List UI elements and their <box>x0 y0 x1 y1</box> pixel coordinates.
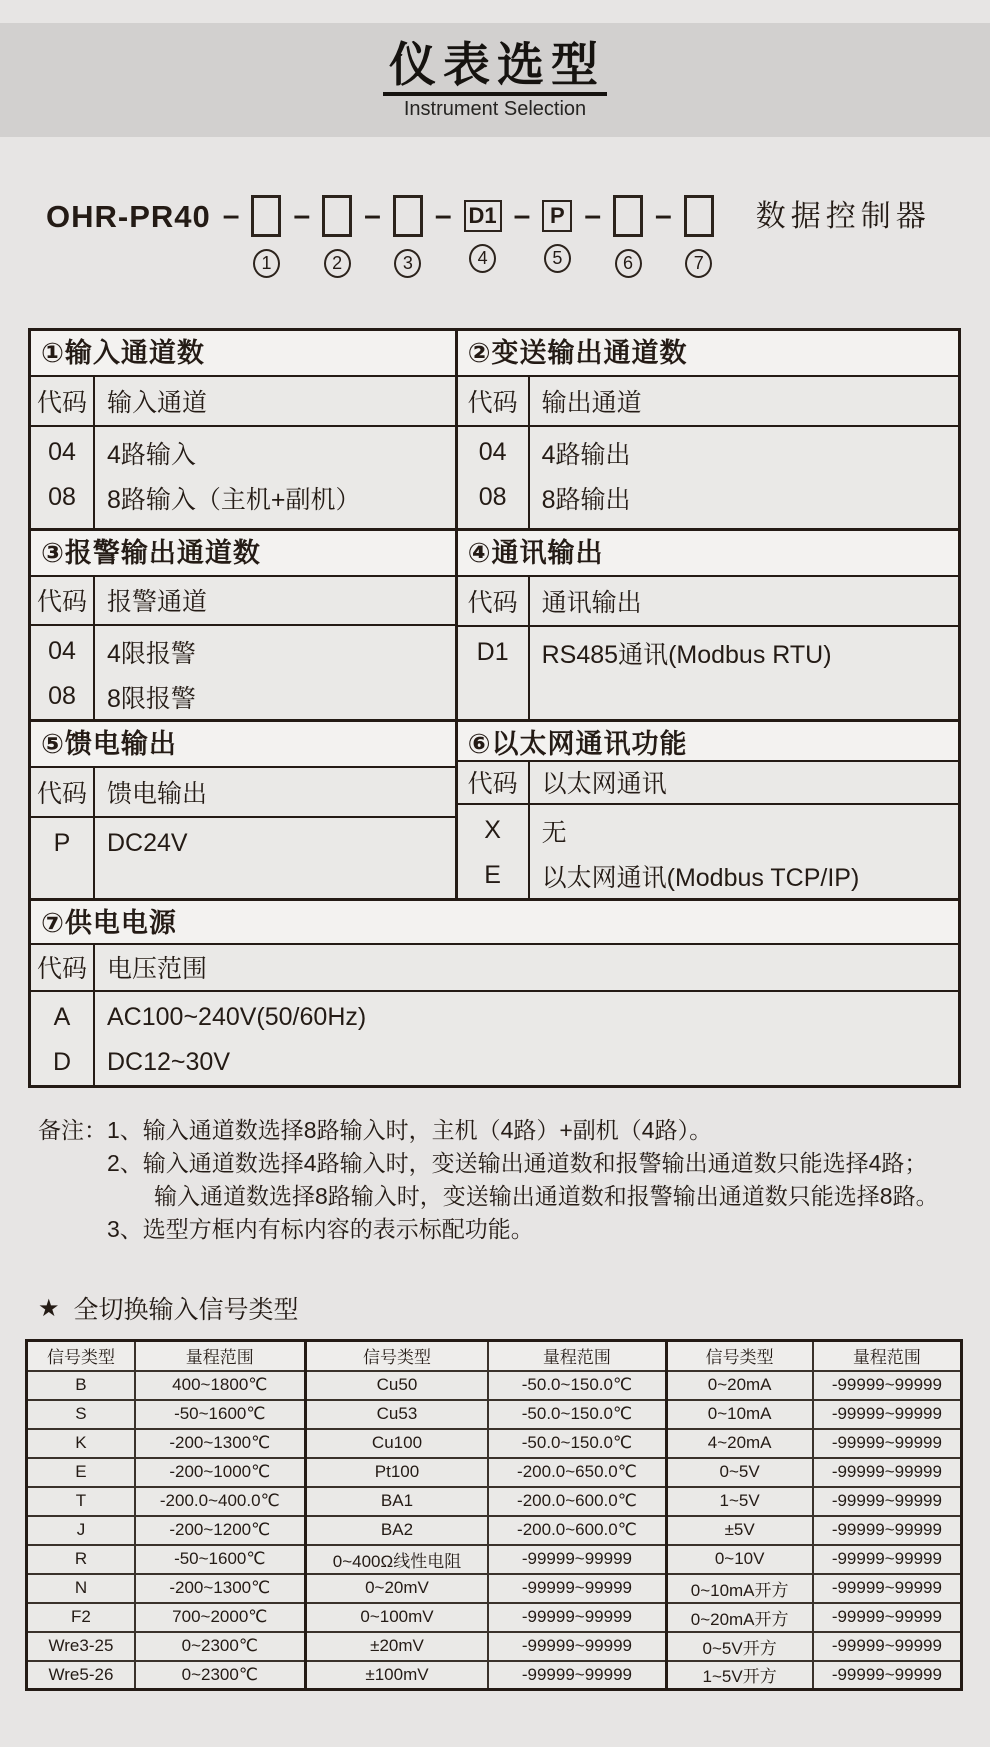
section-alarm-output-channels <box>31 531 455 719</box>
signal-cell: 700~2000℃ <box>135 1603 305 1632</box>
signal-cell: R <box>27 1545 135 1574</box>
signal-cell: -99999~99999 <box>813 1516 962 1545</box>
signal-cell: BA1 <box>305 1487 488 1516</box>
signal-cell: -50.0~150.0℃ <box>488 1371 666 1400</box>
section-body <box>31 626 455 719</box>
model-segment <box>684 193 714 278</box>
code-column-header: 代码 <box>31 377 95 425</box>
table-row <box>27 1574 962 1603</box>
model-segment <box>251 193 281 278</box>
signal-cell: -50~1600℃ <box>135 1545 305 1574</box>
signal-cell: 0~20mV <box>305 1574 488 1603</box>
model-number-line <box>46 193 990 278</box>
code-column-header: 代码 <box>31 945 95 990</box>
model-segment <box>464 193 502 273</box>
signal-cell: -50~1600℃ <box>135 1400 305 1429</box>
desc-value: RS485通讯(Modbus RTU) <box>541 640 832 669</box>
desc-value: AC100~240V(50/60Hz) <box>107 1003 367 1031</box>
signal-cell: 0~10mA开方 <box>666 1574 813 1603</box>
model-segment <box>393 193 423 278</box>
table-row <box>27 1429 962 1458</box>
dash-separator: – <box>584 199 602 232</box>
signal-cell: N <box>27 1574 135 1603</box>
selection-row-2 <box>31 528 958 719</box>
signal-cell: -99999~99999 <box>813 1632 962 1661</box>
code-column-header: 代码 <box>31 768 95 816</box>
section-body <box>31 992 958 1085</box>
table-row <box>27 1661 962 1690</box>
signal-cell: B <box>27 1371 135 1400</box>
model-suffix: 数据控制器 <box>755 200 931 233</box>
signal-cell: -99999~99999 <box>813 1400 962 1429</box>
signal-types-heading <box>38 1290 990 1326</box>
dash-separator: – <box>222 199 240 232</box>
signal-cell: Wre3-25 <box>27 1632 135 1661</box>
page-subtitle: Instrument Selection <box>403 97 587 120</box>
desc-column <box>530 427 958 528</box>
signal-type-table <box>25 1339 963 1691</box>
page-title: 仪表选型 <box>383 39 607 96</box>
signal-column-header: 量程范围 <box>135 1341 305 1371</box>
model-segment <box>542 193 572 273</box>
desc-column-header: 电压范围 <box>107 955 208 984</box>
table-row <box>27 1516 962 1545</box>
signal-cell: -200~1300℃ <box>135 1429 305 1458</box>
signal-cell: Cu53 <box>305 1400 488 1429</box>
section-feed-output <box>31 722 455 898</box>
desc-column <box>95 626 455 719</box>
desc-value: DC24V <box>107 829 188 857</box>
model-box-empty <box>322 195 352 237</box>
signal-cell: -200.0~400.0℃ <box>135 1487 305 1516</box>
model-segments <box>211 193 714 278</box>
section-body <box>458 805 958 898</box>
signal-cell: -99999~99999 <box>813 1487 962 1516</box>
section-comm-output <box>455 531 958 719</box>
selection-row-4 <box>31 898 958 1085</box>
model-box-empty <box>393 195 423 237</box>
signal-cell: 0~2300℃ <box>135 1661 305 1690</box>
signal-cell: -99999~99999 <box>488 1545 666 1574</box>
section-power-supply <box>31 901 958 1085</box>
section-title: ⑦供电电源 <box>31 901 958 945</box>
desc-column <box>95 818 455 898</box>
signal-cell: -99999~99999 <box>813 1458 962 1487</box>
code-column <box>31 818 95 898</box>
code-value: 04 <box>48 438 76 466</box>
dash-separator: – <box>434 199 452 232</box>
code-value: P <box>53 829 71 857</box>
desc-value: DC12~30V <box>107 1048 230 1076</box>
signal-column-header: 量程范围 <box>488 1341 666 1371</box>
model-box-filled: P <box>542 200 572 232</box>
signal-cell: -99999~99999 <box>813 1574 962 1603</box>
signal-cell: -50.0~150.0℃ <box>488 1429 666 1458</box>
section-input-channels <box>31 331 455 528</box>
table-row <box>27 1458 962 1487</box>
signal-cell: E <box>27 1458 135 1487</box>
code-value: X <box>484 816 501 844</box>
section-header <box>31 945 958 992</box>
code-value: A <box>53 1003 71 1031</box>
signal-cell: Cu100 <box>305 1429 488 1458</box>
section-title: ③报警输出通道数 <box>31 531 455 577</box>
desc-value: 无 <box>541 818 567 847</box>
segment-index-badge: 3 <box>394 249 421 278</box>
signal-cell: J <box>27 1516 135 1545</box>
code-column <box>458 627 530 719</box>
table-row <box>27 1632 962 1661</box>
desc-column-header: 以太网通讯 <box>541 770 667 799</box>
signal-cell: 0~5V开方 <box>666 1632 813 1661</box>
code-column-header: 代码 <box>458 762 530 803</box>
signal-cell: -200.0~650.0℃ <box>488 1458 666 1487</box>
signal-cell: -99999~99999 <box>488 1574 666 1603</box>
model-box-filled: D1 <box>464 200 502 232</box>
signal-column-header: 信号类型 <box>666 1341 813 1371</box>
section-body <box>31 818 455 898</box>
signal-cell: -99999~99999 <box>813 1603 962 1632</box>
segment-index-badge: 5 <box>544 244 571 273</box>
code-value: D1 <box>476 638 509 666</box>
section-header <box>31 577 455 626</box>
code-value: 04 <box>48 637 76 665</box>
selection-row-3 <box>31 719 958 898</box>
segment-index-badge: 6 <box>615 249 642 278</box>
notes <box>38 1114 990 1246</box>
signal-cell: 0~2300℃ <box>135 1632 305 1661</box>
notes-lines <box>107 1114 939 1246</box>
model-box-empty <box>251 195 281 237</box>
section-title: ④通讯输出 <box>458 531 958 577</box>
section-body <box>458 427 958 528</box>
note-line: 3、选型方框内有标内容的表示标配功能。 <box>107 1216 534 1242</box>
dash-separator: – <box>293 199 311 232</box>
signal-cell: -99999~99999 <box>813 1429 962 1458</box>
model-segment <box>322 193 352 278</box>
signal-cell: 0~400Ω线性电阻 <box>305 1545 488 1574</box>
star-icon: ★ <box>38 1294 60 1322</box>
signal-cell: -99999~99999 <box>488 1603 666 1632</box>
signal-cell: 400~1800℃ <box>135 1371 305 1400</box>
table-row <box>27 1487 962 1516</box>
code-column <box>31 992 95 1085</box>
signal-cell: Wre5-26 <box>27 1661 135 1690</box>
desc-column-header: 馈电输出 <box>107 780 208 808</box>
model-box-empty <box>684 195 714 237</box>
signal-cell: -50.0~150.0℃ <box>488 1400 666 1429</box>
signal-cell: 0~20mA <box>666 1371 813 1400</box>
signal-cell: BA2 <box>305 1516 488 1545</box>
signal-column-header: 信号类型 <box>305 1341 488 1371</box>
signal-cell: S <box>27 1400 135 1429</box>
selection-row-1 <box>31 331 958 528</box>
signal-cell: 1~5V <box>666 1487 813 1516</box>
note-line: 1、输入通道数选择8路输入时，主机（4路）+副机（4路）。 <box>107 1117 713 1143</box>
model-segment <box>613 193 643 278</box>
signal-cell: K <box>27 1429 135 1458</box>
segment-index-badge: 7 <box>685 249 712 278</box>
section-header <box>458 377 958 427</box>
code-column <box>31 427 95 528</box>
segment-index-badge: 2 <box>324 249 351 278</box>
desc-value: 8路输入（主机+副机） <box>107 485 361 514</box>
code-column <box>458 427 530 528</box>
signal-cell: ±5V <box>666 1516 813 1545</box>
desc-column <box>530 627 958 719</box>
signal-column-header: 信号类型 <box>27 1341 135 1371</box>
dash-separator: – <box>364 199 381 232</box>
signal-cell: ±100mV <box>305 1661 488 1690</box>
code-value: 08 <box>48 483 76 511</box>
desc-column <box>95 992 958 1085</box>
signal-cell: 0~5V <box>666 1458 813 1487</box>
signal-cell: -99999~99999 <box>813 1661 962 1690</box>
signal-table-body <box>27 1371 962 1690</box>
section-title: ⑥以太网通讯功能 <box>458 722 958 762</box>
dash-separator: – <box>655 199 672 232</box>
segment-index-badge: 1 <box>253 249 280 278</box>
signal-cell: -200.0~600.0℃ <box>488 1516 666 1545</box>
code-value: D <box>52 1048 72 1076</box>
signal-table-header <box>27 1341 962 1371</box>
code-value: E <box>484 861 501 889</box>
section-header <box>31 377 455 427</box>
segment-index-badge: 4 <box>469 244 496 273</box>
notes-label: 备注： <box>38 1117 107 1143</box>
desc-value: 4路输出 <box>541 440 631 469</box>
signal-cell: 1~5V开方 <box>666 1661 813 1690</box>
desc-column <box>530 805 958 898</box>
section-ethernet-comm <box>455 722 958 898</box>
model-box-empty <box>613 195 643 237</box>
signal-cell: 4~20mA <box>666 1429 813 1458</box>
desc-value: 4路输入 <box>107 440 196 469</box>
signal-cell: -200~1300℃ <box>135 1574 305 1603</box>
signal-cell: -99999~99999 <box>813 1371 962 1400</box>
signal-cell: 0~100mV <box>305 1603 488 1632</box>
signal-cell: T <box>27 1487 135 1516</box>
signal-cell: -99999~99999 <box>813 1545 962 1574</box>
section-title: ②变送输出通道数 <box>458 331 958 377</box>
code-column-header: 代码 <box>458 377 530 425</box>
signal-cell: -200~1200℃ <box>135 1516 305 1545</box>
signal-cell: 0~10V <box>666 1545 813 1574</box>
model-prefix: OHR-PR40 <box>46 199 211 234</box>
section-header <box>31 768 455 818</box>
code-value: 08 <box>48 682 76 710</box>
signal-cell: -200.0~600.0℃ <box>488 1487 666 1516</box>
signal-column-header: 量程范围 <box>813 1341 962 1371</box>
page-banner <box>0 23 990 137</box>
dash-separator: – <box>513 199 531 232</box>
signal-cell: F2 <box>27 1603 135 1632</box>
signal-cell: -99999~99999 <box>488 1632 666 1661</box>
signal-cell: -200~1000℃ <box>135 1458 305 1487</box>
section-title: ①输入通道数 <box>31 331 455 377</box>
desc-column-header: 输入通道 <box>107 389 208 417</box>
code-column <box>31 626 95 719</box>
signal-cell: 0~10mA <box>666 1400 813 1429</box>
selection-tables <box>28 328 961 1088</box>
code-column-header: 代码 <box>31 577 95 624</box>
code-value: 04 <box>478 438 507 466</box>
desc-column-header: 输出通道 <box>541 389 642 417</box>
code-column <box>458 805 530 898</box>
desc-column-header: 报警通道 <box>107 588 208 617</box>
desc-value: 4限报警 <box>107 639 196 668</box>
code-value: 08 <box>478 483 507 511</box>
desc-column-header: 通讯输出 <box>541 589 642 617</box>
note-line: 2、输入通道数选择4路输入时，变送输出通道数和报警输出通道数只能选择4路； <box>107 1150 928 1176</box>
desc-value: 以太网通讯(Modbus TCP/IP) <box>541 863 860 892</box>
section-transmit-output-channels <box>455 331 958 528</box>
signal-cell: 0~20mA开方 <box>666 1603 813 1632</box>
section-header <box>458 762 958 805</box>
section-body <box>31 427 455 528</box>
signal-types-heading-text: 全切换输入信号类型 <box>73 1296 299 1324</box>
desc-value: 8路输出 <box>541 485 631 514</box>
signal-cell: ±20mV <box>305 1632 488 1661</box>
desc-column <box>95 427 455 528</box>
note-line: 输入通道数选择8路输入时，变送输出通道数和报警输出通道数只能选择8路。 <box>154 1183 939 1209</box>
signal-cell: -99999~99999 <box>488 1661 666 1690</box>
table-row <box>27 1400 962 1429</box>
signal-cell: Cu50 <box>305 1371 488 1400</box>
section-body <box>458 627 958 719</box>
code-column-header: 代码 <box>458 577 530 625</box>
section-header <box>458 577 958 627</box>
desc-value: 8限报警 <box>107 684 196 713</box>
table-row <box>27 1603 962 1632</box>
section-title: ⑤馈电输出 <box>31 722 455 768</box>
table-row <box>27 1545 962 1574</box>
table-row <box>27 1371 962 1400</box>
signal-cell: Pt100 <box>305 1458 488 1487</box>
